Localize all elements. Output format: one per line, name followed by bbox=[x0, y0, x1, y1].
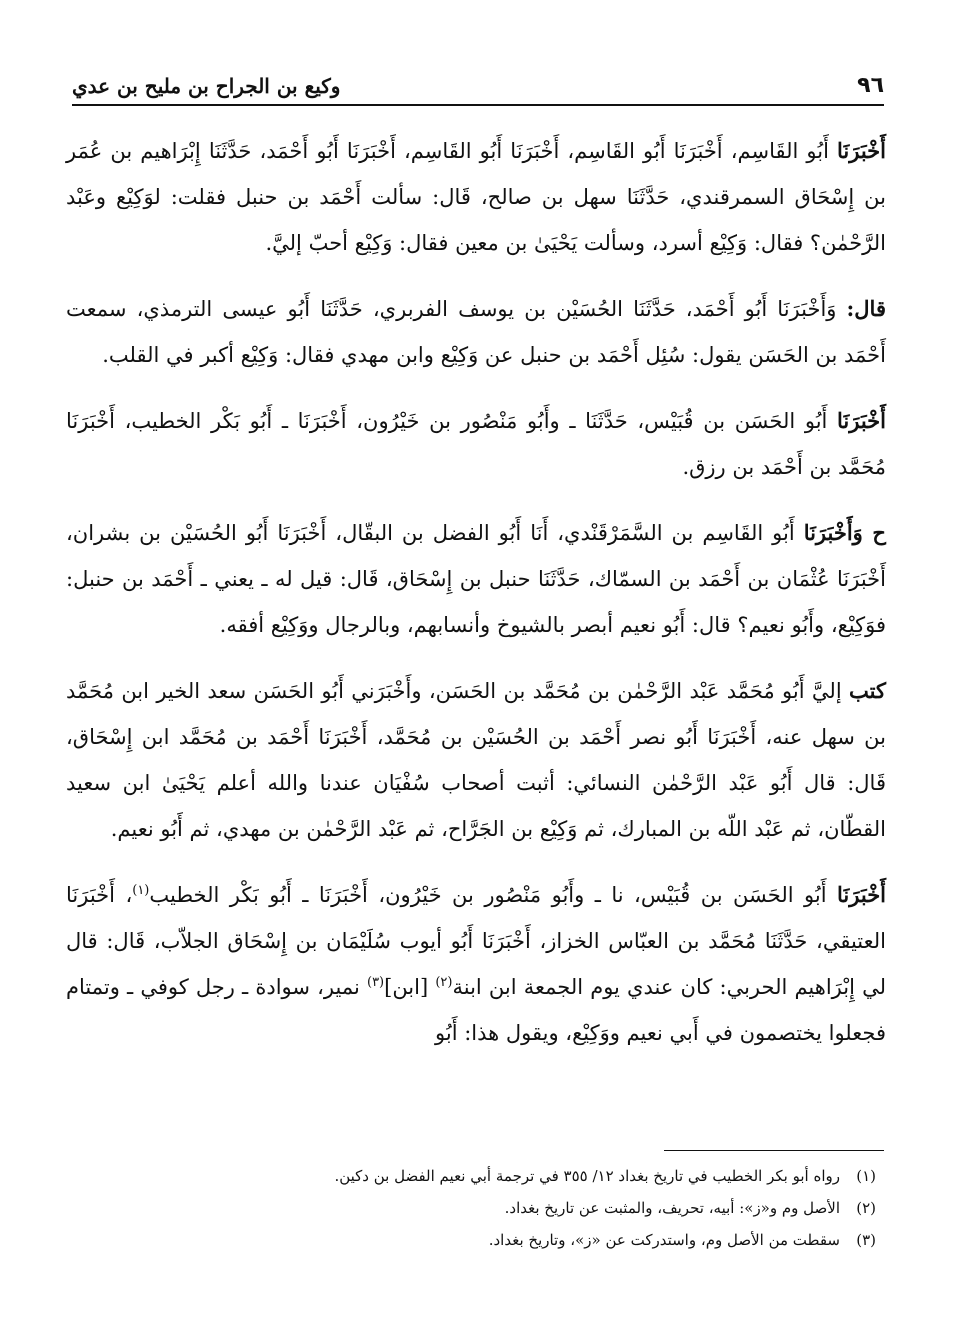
footnote-marker[interactable]: (٢) bbox=[435, 975, 453, 990]
footnote bbox=[72, 1160, 876, 1192]
paragraph-text: نمير، سوادة ـ رجل كوفي ـ وتمتام فجعلوا يختصمون في أَبي نعيم ووَكِيْع، ويقول هذا: أَبُو bbox=[66, 975, 886, 1045]
paragraph bbox=[66, 286, 886, 378]
footnote-number: (٣) bbox=[856, 1231, 876, 1249]
paragraph-lead: ح وَأَخْبَرَنَا bbox=[803, 520, 886, 545]
page-header bbox=[72, 58, 884, 106]
paragraph-text: أَبُو الحَسَن بن قُبَيْس، نا ـ وأَبُو مَنْصُور بن خَيْرُون، أَخْبَرَنَا ـ أَبُو بَكْر الخطيب bbox=[149, 883, 838, 907]
footnote-text: سقطت من الأصل وم، واستدركت عن «ز»، وتاريخ بغداد. bbox=[488, 1231, 840, 1249]
paragraph-text: أَبُو القَاسِم، أَخْبَرَنَا أَبُو القَاسِم، أَخْبَرَنَا أَبُو القَاسِم، أَخْبَرَنَا أَبُو أَحْمَد، حَدَّثَنَا إِبْرَاهيم بن عُمَر بن إِسْحَاق السمرقندي، حَدَّثَنَا سهل بن صالح، قَال: سألت أَحْمَد بن حنبل فقلت: لوَكِيْع وعَبْد الرَّحْمٰن؟ فقال: وَكِيْع أسرد، وسألت يَحْيَىٰ بن معين فقال: وَكِيْع أحبّ إليَّ. bbox=[66, 139, 886, 255]
footnote bbox=[72, 1192, 876, 1224]
page-number: ٩٦ bbox=[857, 73, 884, 98]
paragraph-text: إليَّ أَبُو مُحَمَّد عَبْد الرَّحْمٰن بن مُحَمَّد بن الحَسَن، وأَخْبَرَني أَبُو الحَسَن سعد الخير ابن مُحَمَّد بن سهل عنه، أَخْبَرَنَا أَبُو نصر أَحْمَد بن الحُسَيْن بن مُحَمَّد، أَخْبَرَنَا أَحْمَد بن مُحَمَّد ابن إِسْحَاق، قَال: قال أَبُو عَبْد الرَّحْمٰن النسائي: أثبت أصحاب سُفْيَان عندنا والله أعلم يَحْيَىٰ ابن سعيد القطّان، ثم عَبْد اللّه بن المبارك، ثم وَكِيْع بن الجَرَّاح، ثم عَبْد الرَّحْمٰن بن مهدي، ثم أَبُو نعيم. bbox=[66, 679, 886, 841]
paragraph-lead: أَخْبَرَنَا bbox=[837, 138, 886, 163]
paragraph-text: [ابن] bbox=[384, 975, 436, 999]
footnotes bbox=[72, 1160, 876, 1256]
main-text bbox=[66, 128, 886, 1076]
paragraph-text: وَأَخْبَرَنَا أَبُو أَحْمَد، حَدَّثَنَا الحُسَيْن بن يوسف الفربري، حَدَّثَنَا أَبُو عيسى الترمذي، سمعت أَحْمَد بن الحَسَن يقول: سُئِل أَحْمَد بن حنبل عن وَكِيْع وابن مهدي فقال: وَكِيْع أكبر في القلب. bbox=[66, 297, 886, 367]
footnote-text: رواه أبو بكر الخطيب في تاريخ بغداد ١٢/ ٣٥٥ في ترجمة أبي نعيم الفضل بن دكين. bbox=[334, 1167, 840, 1185]
paragraph bbox=[66, 668, 886, 852]
footnote-marker[interactable]: (١) bbox=[132, 883, 150, 898]
footnote bbox=[72, 1224, 876, 1256]
running-title: وكيع بن الجراح بن مليح بن عدي bbox=[72, 74, 341, 98]
paragraph-text: ، أَخْبَرَنَا العتيقي، حَدَّثَنَا مُحَمَّد بن العبّاس الخزاز، أَخْبَرَنَا أَبُو أيوب سُلَيْمَان بن إِسْحَاق الجلاّب، قَال: قال لي إِبْرَاهيم الحربي: كان عندي يوم الجمعة ابن ابنة bbox=[66, 883, 886, 999]
paragraph bbox=[66, 128, 886, 266]
paragraph bbox=[66, 510, 886, 648]
paragraph bbox=[66, 398, 886, 490]
footnote-divider bbox=[664, 1150, 884, 1151]
paragraph bbox=[66, 872, 886, 1056]
footnote-number: (٢) bbox=[856, 1199, 876, 1217]
footnote-number: (١) bbox=[856, 1167, 876, 1185]
paragraph-text: أَبُو الحَسَن بن قُبَيْس، حَدَّثَنَا ـ وأَبُو مَنْصُور بن خَيْرُون، أَخْبَرَنَا ـ أَبُو بَكْر الخطيب، أَخْبَرَنَا مُحَمَّد بن أَحْمَد بن رزق. bbox=[66, 409, 886, 479]
paragraph-lead: كتب bbox=[849, 678, 886, 703]
footnote-text: الأصل وم و«ز»: أبيه، تحريف، والمثبت عن تاريخ بغداد. bbox=[504, 1199, 840, 1217]
paragraph-lead: قال: bbox=[846, 296, 886, 321]
paragraph-lead: أَخْبَرَنَا bbox=[837, 882, 887, 907]
paragraph-text: أَبُو القَاسِم بن السَّمَرْقَنْدي، أَنَا أَبُو الفضل بن البقّال، أَخْبَرَنَا أَبُو الحُسَيْن بن بشران، أَخْبَرَنَا عُثْمَان بن أَحْمَد بن السمّاك، حَدَّثَنَا حنبل بن إِسْحَاق، قَال: قيل له ـ يعني ـ أَحْمَد بن حنبل: فوَكِيْع، وأَبُو نعيم؟ قال: أَبُو نعيم أبصر بالشيوخ وأنسابهم، وبالرجال ووَكِيْع أفقه. bbox=[66, 521, 886, 637]
paragraph-lead: أَخْبَرَنَا bbox=[837, 408, 886, 433]
footnote-marker[interactable]: (٣) bbox=[366, 975, 385, 990]
